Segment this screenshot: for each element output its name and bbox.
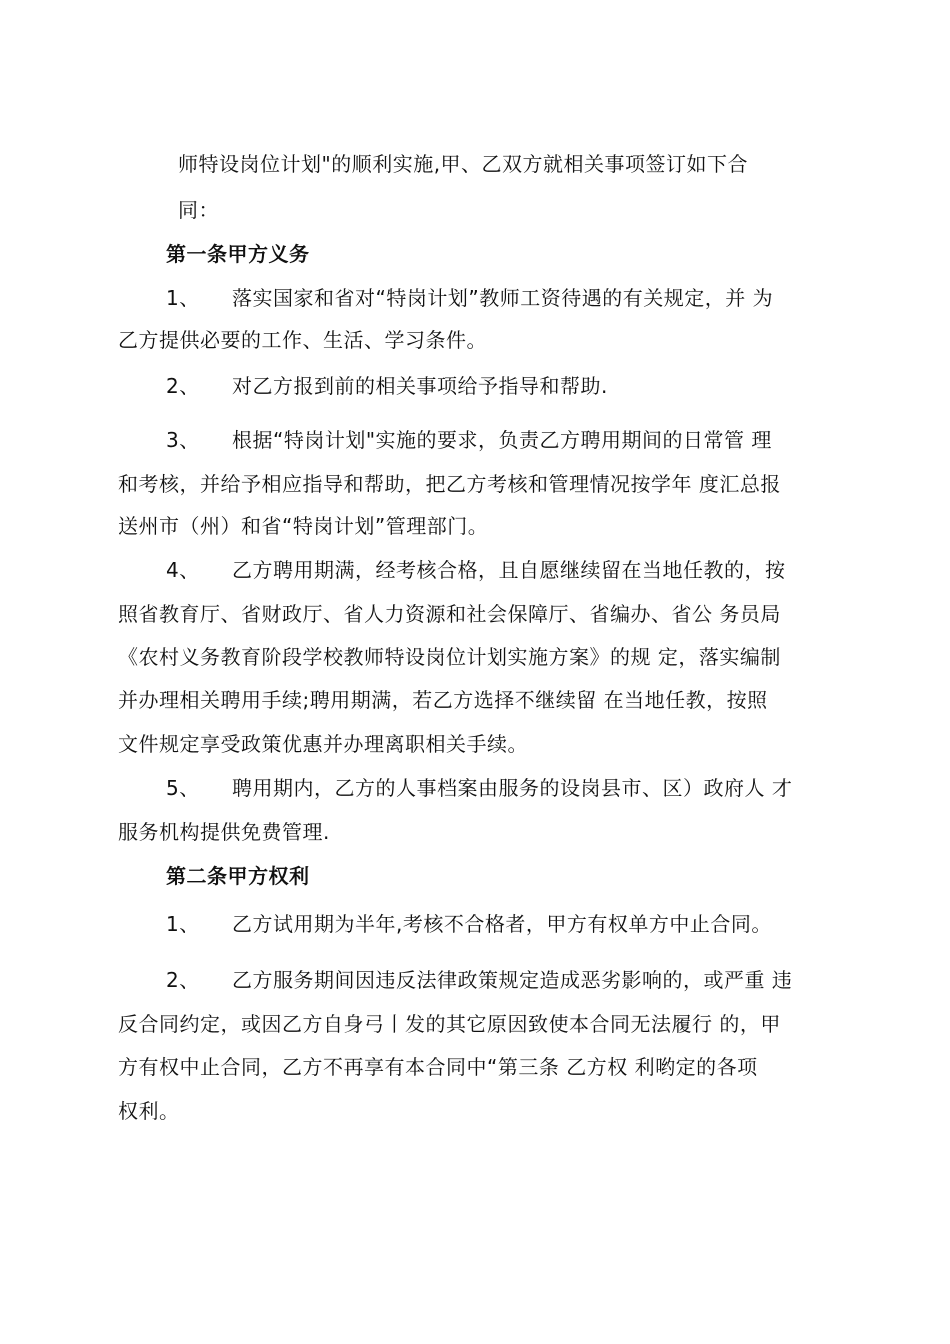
text-line: 照省教育厅、省财政厅、省人力资源和社会保障厅、省编办、省公 务员局 — [118, 602, 781, 626]
text-line: 聘用期内，乙方的人事档案由服务的设岗县市、区）政府人 才 — [232, 776, 793, 800]
item-number: 1、 — [166, 286, 200, 310]
text-line: 送州市（州）和省“特岗计划”管理部门。 — [118, 514, 489, 538]
text-line: 落实国家和省对“特岗计划”教师工资待遇的有关规定，并 为 — [232, 286, 774, 310]
list-item-2 — [166, 372, 608, 400]
text-line: 根据“特岗计划"实施的要求，负责乙方聘用期间的日常管 理 — [232, 428, 772, 452]
item-number: 4、 — [166, 558, 200, 582]
text-line: 乙方聘用期满，经考核合格，且自愿继续留在当地任教的，按 — [232, 558, 786, 582]
text-line: 和考核，并给予相应指导和帮助，把乙方考核和管理情况按学年 度汇总报 — [118, 472, 781, 496]
list-item-7 — [166, 966, 792, 994]
section-heading-2: 第二条甲方权利 — [166, 864, 310, 888]
text-line: 文件规定享受政策优惠并办理离职相关手续。 — [118, 732, 528, 756]
text-line: 方有权中止合同，乙方不再享有本合同中“第三条 乙方权 利哟定的各项 — [118, 1055, 758, 1079]
text-line: 《农村义务教育阶段学校教师特设岗位计划实施方案》的规 定，落实编制 — [118, 645, 781, 669]
text-line: 师特设岗位计划"的顺利实施,甲、乙双方就相关事项签订如下合 — [178, 152, 749, 176]
list-item-3 — [166, 426, 772, 454]
list-item-1 — [166, 284, 773, 312]
item-number: 1、 — [166, 912, 200, 936]
list-item-6 — [166, 910, 772, 938]
section-heading-1: 第一条甲方义务 — [166, 242, 310, 266]
text-line: 对乙方报到前的相关事项给予指导和帮助. — [232, 374, 608, 398]
text-line: 同： — [178, 198, 219, 222]
item-number: 3、 — [166, 428, 200, 452]
list-item-5 — [166, 774, 792, 802]
text-line: 乙方试用期为半年,考核不合格者，甲方有权单方中止合同。 — [232, 912, 772, 936]
item-number: 2、 — [166, 968, 200, 992]
text-line: 权利。 — [118, 1099, 180, 1123]
item-number: 5、 — [166, 776, 200, 800]
text-line: 并办理相关聘用手续;聘用期满，若乙方选择不继续留 在当地任教，按照 — [118, 688, 768, 712]
text-line: 乙方提供必要的工作、生活、学习条件。 — [118, 328, 487, 352]
text-line: 乙方服务期间因违反法律政策规定造成恶劣影响的，或严重 违 — [232, 968, 793, 992]
list-item-4 — [166, 556, 786, 584]
text-line: 反合同约定，或因乙方自身弓丨发的其它原因致使本合同无法履行 的，甲 — [118, 1012, 781, 1036]
item-number: 2、 — [166, 374, 200, 398]
text-line: 服务机构提供免费管理. — [118, 820, 330, 844]
